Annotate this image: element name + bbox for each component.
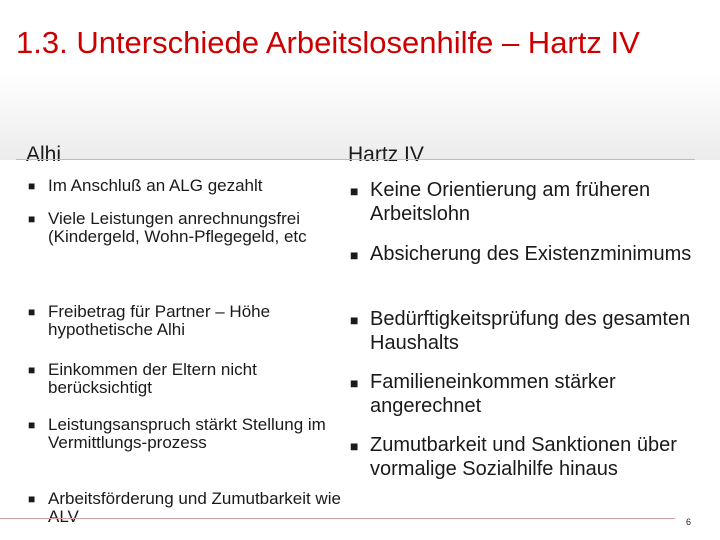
square-bullet-icon: ■: [28, 179, 36, 193]
heading-divider: [16, 159, 695, 160]
footer-divider: [0, 518, 675, 519]
square-bullet-icon: ■: [28, 492, 36, 506]
list-item-text: Leistungsanspruch stärkt Stellung im Vermittlungs-prozess: [48, 415, 326, 452]
square-bullet-icon: ■: [28, 418, 36, 432]
square-bullet-icon: ■: [28, 212, 36, 226]
list-item: [28, 490, 348, 526]
list-item-text: Einkommen der Eltern nicht berücksichtigt: [48, 360, 257, 397]
square-bullet-icon: ■: [28, 305, 36, 319]
square-bullet-icon: ■: [350, 438, 359, 454]
list-item-text: Keine Orientierung am früheren Arbeitslohn: [370, 179, 651, 225]
list-item: [28, 361, 348, 397]
square-bullet-icon: ■: [28, 363, 36, 377]
list-item-text: Im Anschluß an ALG gezahlt: [48, 176, 263, 195]
list-item: [350, 433, 710, 481]
list-item: [28, 177, 348, 195]
square-bullet-icon: ■: [350, 247, 359, 263]
list-item-text: Arbeitsförderung und Zumutbarkeit wie ALV: [48, 489, 341, 526]
list-item-text: Freibetrag für Partner – Höhe hypothetische Alhi: [48, 302, 271, 339]
title-band: [0, 0, 720, 160]
square-bullet-icon: ■: [350, 312, 359, 328]
list-item-text: Bedürftigkeitsprüfung des gesamten Haushalts: [370, 308, 691, 354]
slide-title: 1.3. Unterschiede Arbeitslosenhilfe – Hartz IV: [16, 25, 640, 60]
square-bullet-icon: ■: [350, 375, 359, 391]
page-number: 6: [686, 517, 692, 527]
list-item-text: Absicherung des Existenzminimums: [370, 243, 692, 265]
list-item: [350, 242, 710, 266]
list-item: [350, 307, 710, 355]
list-item: [28, 210, 348, 246]
list-item: [28, 303, 348, 339]
square-bullet-icon: ■: [350, 183, 359, 199]
heading-alhi: Alhi: [26, 143, 62, 166]
list-item-text: Viele Leistungen anrechnungsfrei (Kindergeld, Wohn-Pflegegeld, etc: [48, 209, 307, 246]
list-item: [350, 178, 710, 226]
list-item-text: Familieneinkommen stärker angerechnet: [370, 371, 616, 417]
list-item-text: Zumutbarkeit und Sanktionen über vormalige Sozialhilfe hinaus: [370, 434, 677, 480]
heading-hartz-iv: Hartz IV: [348, 143, 424, 166]
list-item: [28, 416, 348, 452]
list-item: [350, 370, 710, 418]
